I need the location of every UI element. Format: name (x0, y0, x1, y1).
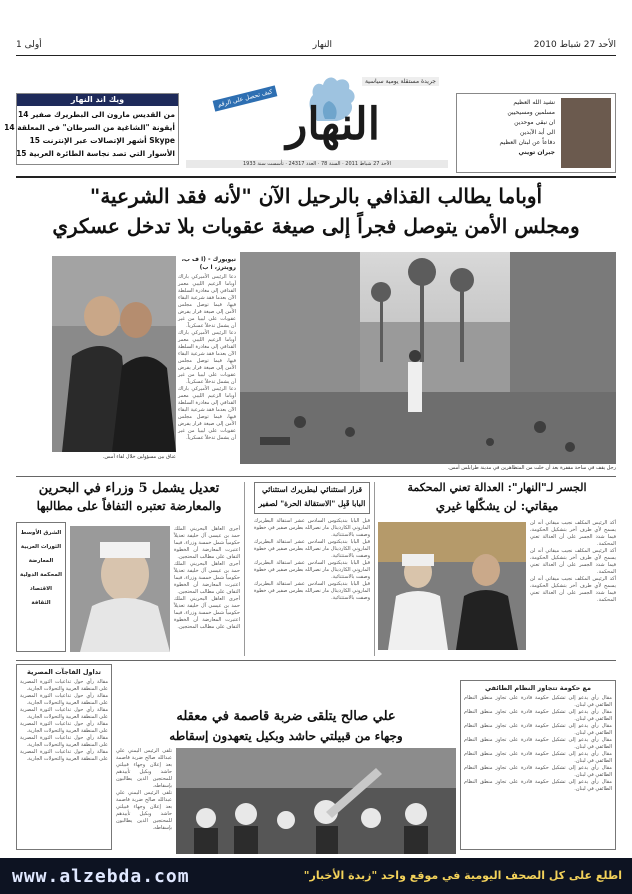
opinion-column[interactable]: مع حكومة تتجاوز النظام الطائفي مقال رأي يدعو إلى تشكيل حكومة قادرة على تجاوز منطق النظام الطائفي في لبنان. مقال رأي يدعو إلى تشكيل حكومة قادرة على تجاوز منطق النظام الطائفي في لبنان. مقال رأي يدعو إلى تشكيل حكومة قادرة على تجاوز منطق النظام الطائفي في لبنان. مقال رأي يدعو إلى تشكيل حكومة قادرة على تجاوز منطق النظام الطائفي في لبنان. مقال رأي يدعو إلى تشكيل حكومة قادرة على تجاوز منطق النظام الطائفي في لبنان. مقال رأي يدعو إلى تشكيل حكومة قادرة على تجاوز منطق النظام الطائفي في لبنان. مقال رأي يدعو إلى تشكيل حكومة قادرة على تجاوز منطق النظام الطائفي في لبنان. (460, 680, 616, 850)
masthead-slogan: جريدة مستقلة يومية سياسية (362, 77, 439, 86)
yemen-story-body[interactable]: تلقى الرئيس اليمني علي عبدالله صالح ضربة قاصمة بعد إعلان وجهاء قبيلتي حاشد وبكيل تأييدهم للمحتجين الذين يطالبون بإسقاطه. تلقى الرئيس اليمني علي عبدالله صالح ضربة قاصمة بعد إعلان وجهاء قبيلتي حاشد وبكيل تأييدهم للمحتجين الذين يطالبون بإسقاطه. (116, 748, 172, 831)
vatican-headline-2: البابا قَبِل "الاستقالة الحرة" لصفير (258, 499, 366, 508)
section-rule (16, 476, 616, 477)
issue-date: الأحد 27 شباط 2010 (533, 40, 616, 50)
meeting-image (378, 522, 526, 650)
teaser-item[interactable]: الأسوار التي تصد نجاسة الطائرة العربية 15 (16, 149, 175, 158)
bahrain-headline-1[interactable]: تعديل يشمل 5 وزراء في البحرين (38, 481, 220, 496)
teaser-item[interactable]: أيقونة "الشاغية من السرطان" في المعلقة 14 (4, 123, 175, 132)
index-item[interactable]: المحكمة الدولية (20, 572, 62, 578)
teaser-item[interactable]: Skype أشهر الإتصالات عبر الإنترنت 15 (29, 136, 175, 145)
left-photo-caption: عناق بين مسؤولين خلال لقاء أمس. (102, 454, 176, 460)
tribunal-photo (378, 522, 526, 650)
top-rule (16, 55, 616, 56)
promo-badge[interactable]: كيف تحصل على الرقم (213, 85, 278, 111)
tribunal-story-body[interactable]: أكد الرئيس المكلف نجيب ميقاتي أنه لن يسمح لأي طرف آخر بتشكيل الحكومة، فيما شدد الجسر على أن العدالة تعني المحكمة. أكد الرئيس المكلف نجيب ميقاتي أنه لن يسمح لأي طرف آخر بتشكيل الحكومة، فيما شدد الجسر على أن العدالة تعني المحكمة. أكد الرئيس المكلف نجيب ميقاتي أنه لن يسمح لأي طرف آخر بتشكيل الحكومة، فيما شدد الجسر على أن العدالة تعني المحكمة. (530, 520, 616, 603)
vatican-headline-box[interactable] (254, 482, 370, 514)
index-item[interactable]: الشرق الأوسط (20, 530, 62, 536)
teaser-item[interactable]: من القديس مارون الى البطريرك صفير 14 (18, 110, 175, 119)
yemen-photo (176, 748, 456, 854)
index-box[interactable] (16, 522, 66, 652)
main-photo (240, 252, 616, 464)
weekend-teaser[interactable] (4, 93, 179, 165)
yemen-headline-1[interactable]: علي صالح يتلقى ضربة قاصمة في معقله (176, 709, 396, 724)
vatican-story-body[interactable]: قبل البابا بنديكتوس السادس عشر استقالة البطريرك الماروني الكاردينال مار نصرالله بطرس صفير في خطوة وصفت بالاستثنائية. قبل البابا بنديكتوس السادس عشر استقالة البطريرك الماروني الكاردينال مار نصرالله بطرس صفير في خطوة وصفت بالاستثنائية. قبل البابا بنديكتوس السادس عشر استقالة البطريرك الماروني الكاردينال مار نصرالله بطرس صفير في خطوة وصفت بالاستثنائية. قبل البابا بنديكتوس السادس عشر استقالة البطريرك الماروني الكاردينال مار نصرالله بطرس صفير في خطوة وصفت بالاستثنائية. (254, 518, 370, 601)
lead-body: دعا الرئيس الأميركي باراك أوباما الزعيم الليبي معمر القذافي إلى مغادرة السلطة الآن بعدما فقد شرعية البقاء فيها، فيما توصل مجلس الأمن إلى صيغة قرار يفرض عقوبات على ليبيا من غير أن يشمل تدخلاً عسكرياً. (178, 330, 236, 385)
issue-info-bar: الأحد 27 شباط 2011 · السنة 78 · العدد 24317 · تأسست سنة 1933 (186, 160, 448, 168)
tribunal-headline-1[interactable]: الجسر لـ"النهار": العدالة تعني المحكمة (407, 481, 587, 494)
egypt-column[interactable]: تداول الفاجآت المصرية مقالة رأي حول تداعيات الثورة المصرية على المنطقة العربية والتحولات الجارية. مقالة رأي حول تداعيات الثورة المصرية على المنطقة العربية والتحولات الجارية. مقالة رأي حول تداعيات الثورة المصرية على المنطقة العربية والتحولات الجارية. مقالة رأي حول تداعيات الثورة المصرية على المنطقة العربية والتحولات الجارية. مقالة رأي حول تداعيات الثورة المصرية على المنطقة العربية والتحولات الجارية. مقالة رأي حول تداعيات الثورة المصرية على المنطقة العربية والتحولات الجارية. (16, 664, 112, 850)
lead-body: دعا الرئيس الأميركي باراك أوباما الزعيم الليبي معمر القذافي إلى مغادرة السلطة الآن بعدما فقد شرعية البقاء فيها، فيما توصل مجلس الأمن إلى صيغة قرار يفرض عقوبات على ليبيا من غير أن يشمل تدخلاً عسكرياً. (178, 274, 236, 329)
lead-story[interactable] (178, 256, 236, 468)
index-item[interactable]: الثورات العربية (20, 544, 62, 550)
lead-headline-1[interactable]: أوباما يطالب القذافي بالرحيل الآن "لأنه فقد الشرعية" (89, 184, 543, 208)
index-item[interactable]: المعارضة (28, 558, 54, 564)
left-photo (52, 256, 176, 452)
lead-headline-2[interactable]: ومجلس الأمن يتوصل فجراً إلى صيغة عقوبات بلا تدخل عسكري (52, 214, 580, 238)
masthead-title: النهار (286, 99, 380, 150)
lead-body: دعا الرئيس الأميركي باراك أوباما الزعيم الليبي معمر القذافي إلى مغادرة السلطة الآن بعدما فقد شرعية البقاء فيها، فيما توصل مجلس الأمن إلى صيغة قرار يفرض عقوبات على ليبيا من غير أن يشمل تدخلاً عسكرياً. (178, 386, 236, 441)
minister-image (70, 526, 170, 652)
weekend-teaser-title: ويك اند النهار (17, 94, 178, 106)
small-masthead: النهار (312, 40, 332, 50)
column-divider (244, 482, 245, 656)
lead-kicker: نيويورك - (ا ف ب، رويترز، ا ب) (181, 256, 236, 271)
yemen-headline-2[interactable]: وجهاء من قبيلتي حاشد وبكيل يتعهدون إسقاطه (169, 729, 403, 743)
street-scene-image (240, 252, 616, 464)
bahrain-story-body[interactable]: أجرى العاهل البحريني الملك حمد بن عيسى آل خليفة تعديلاً حكومياً شمل خمسة وزراء، فيما اعتبرت المعارضة أن الخطوة التفاف على مطالب المحتجين. أجرى العاهل البحريني الملك حمد بن عيسى آل خليفة تعديلاً حكومياً شمل خمسة وزراء، فيما اعتبرت المعارضة أن الخطوة التفاف على مطالب المحتجين. أجرى العاهل البحريني الملك حمد بن عيسى آل خليفة تعديلاً حكومياً شمل خمسة وزراء، فيما اعتبرت المعارضة أن الخطوة التفاف على مطالب المحتجين. (174, 526, 240, 630)
opinion-column-title: مع حكومة تتجاوز النظام الطائفي (484, 684, 592, 692)
bahrain-headline-2[interactable]: والمعارضة تعتبره التفافاً على مطالبها (36, 499, 222, 513)
egypt-column-title: تداول الفاجآت المصرية (27, 668, 101, 676)
promo-banner[interactable] (0, 858, 632, 894)
tueni-oath: نشيد الله العظيم مسلمين ومسيحيين ان نبقى موحدين الى أبد الآبدين دفاعاً عن لبنان العظيم جبران تويني (461, 98, 555, 158)
section-rule (16, 660, 616, 661)
index-item[interactable]: الاقتصاد (29, 586, 53, 592)
embrace-image (52, 256, 176, 452)
tueni-author: جبران تويني (518, 149, 555, 156)
page-number: أولى 1 (16, 40, 42, 50)
promo-site-link[interactable]: www.alzebda.com (12, 866, 190, 887)
portrait-photo (561, 98, 611, 168)
vatican-headline-1: قرار استثنائي لبطريرك استثنائي (261, 485, 363, 494)
tribunal-headline-2[interactable]: ميقاتي: لن يشكّلها غيري (435, 499, 559, 513)
index-item[interactable]: الثقافة (31, 600, 51, 606)
column-divider (374, 482, 375, 656)
masthead-rule (16, 176, 616, 178)
bahrain-photo (70, 526, 170, 652)
tueni-teaser[interactable] (456, 93, 616, 173)
crowd-image (176, 748, 456, 854)
promo-text: اطلع على كل الصحف اليومية في موقع واحد "زبدة الأخبار" (303, 869, 622, 882)
main-photo-caption: رجل يقف في ساحة مقفرة بعد أن خلت من المتظاهرين في مدينة طرابلس أمس. (447, 465, 616, 471)
